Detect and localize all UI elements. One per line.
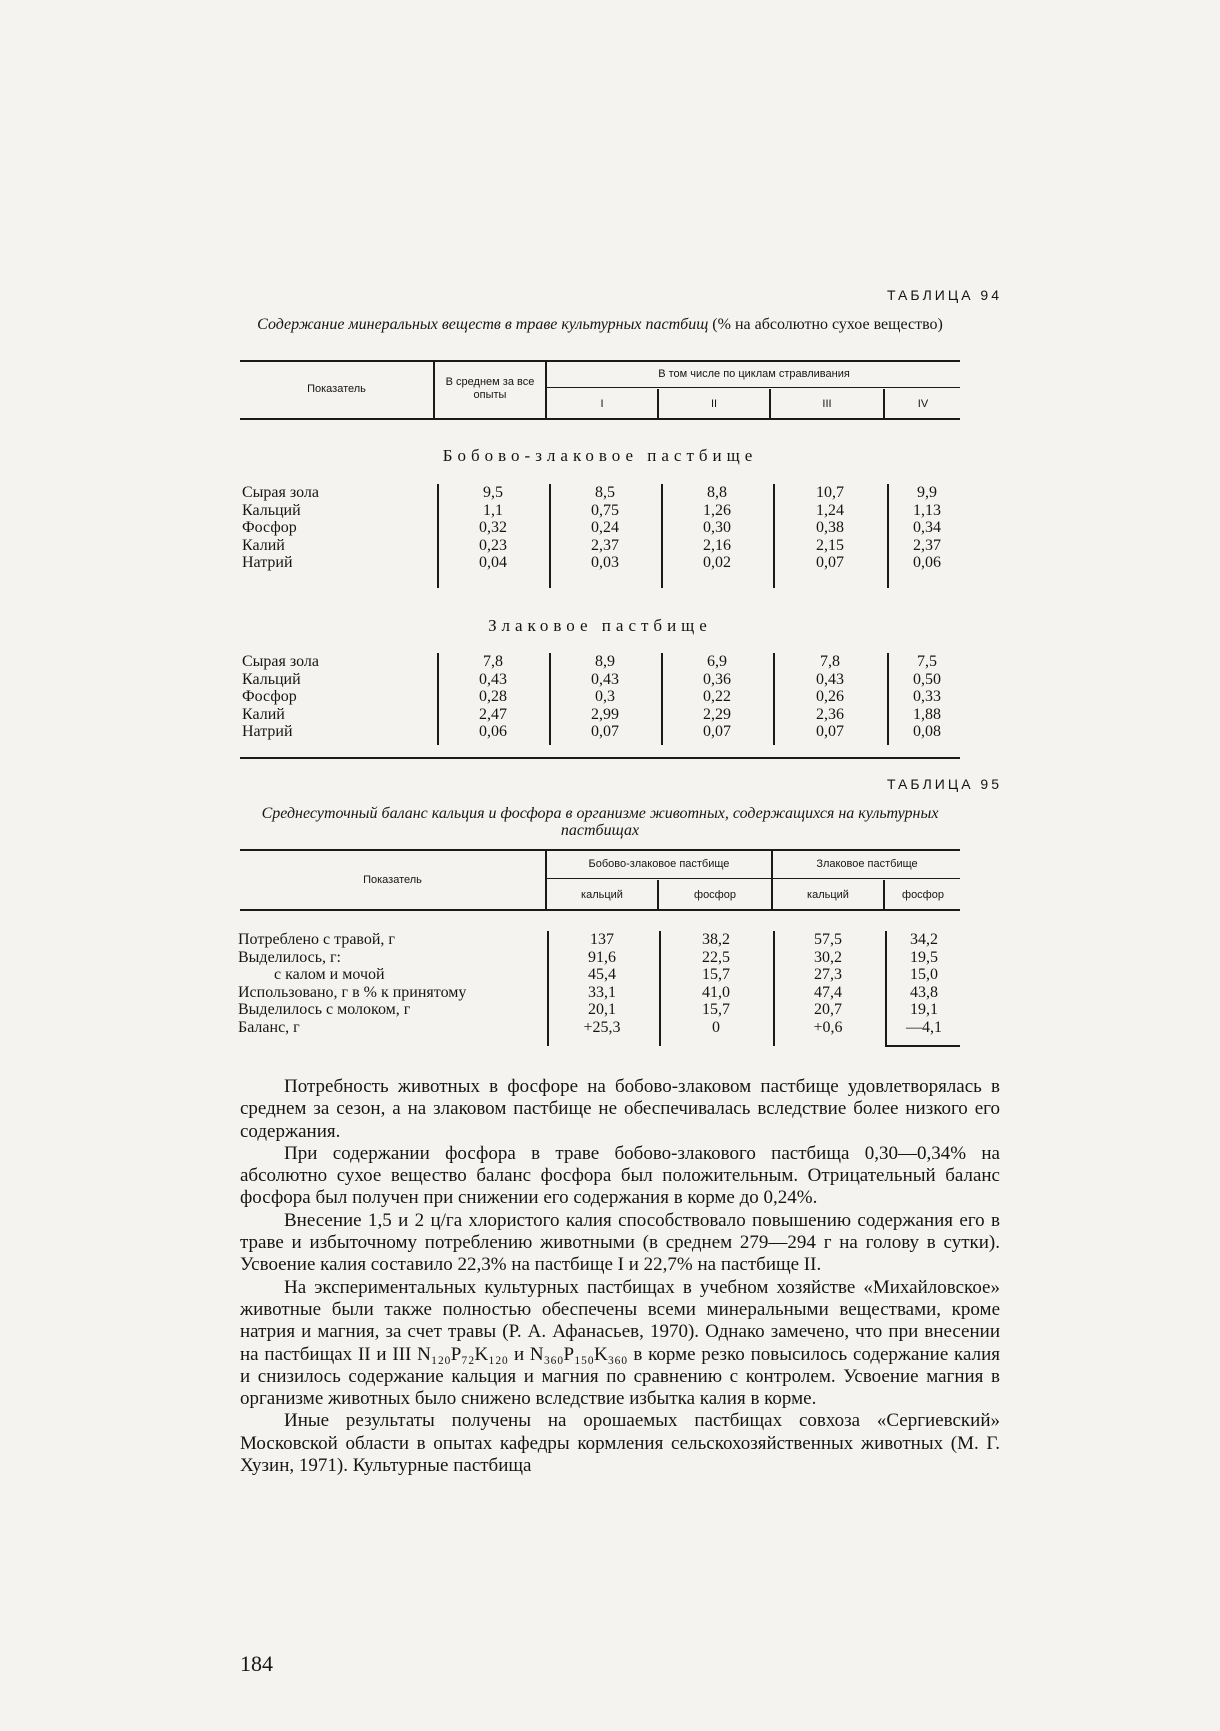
table-cell: 22,5 [702, 948, 730, 966]
table-cell: 0,06 [913, 554, 941, 571]
table-94-header-cycle-4: IV [917, 398, 929, 410]
table-95-row-label: Использовано, г в % к принятому [238, 983, 467, 1001]
table-cell: 43,8 [910, 983, 938, 1001]
table-95-row-label: Выделилось, г: [238, 948, 341, 966]
section-1-cycle-2-column [669, 484, 765, 572]
table-94-top-rule [240, 360, 960, 362]
table-95-col-calcium-1 [552, 931, 652, 1036]
table-cell: 0 [712, 1018, 720, 1036]
section-2-average-column [445, 653, 541, 741]
table-cell: 57,5 [814, 931, 842, 948]
table-cell: 0,50 [913, 670, 941, 688]
section-2-label: Натрий [242, 723, 293, 740]
table-95-row-label: Выделилось с молоком, г [238, 1001, 411, 1018]
table-cell: 7,8 [483, 653, 503, 670]
table-cell: 10,7 [816, 484, 844, 501]
table-cell: 0,75 [591, 501, 619, 519]
table-cell: 15,0 [910, 966, 938, 983]
table-cell: 0,38 [816, 519, 844, 536]
table-cell: 33,1 [588, 983, 616, 1001]
table-95-labels [238, 931, 466, 1036]
section-1-cycle-3-column [781, 484, 879, 572]
table-cell: 19,1 [910, 1001, 938, 1018]
table-94-header-indicator: Показатель [307, 383, 366, 395]
section-1-labels [242, 484, 319, 572]
table-cell: 2,47 [479, 705, 507, 723]
table-cell: 0,36 [703, 670, 731, 688]
page-number: 184 [240, 1651, 273, 1676]
table-95-row-label: Баланс, г [238, 1018, 300, 1036]
section-2-label: Сырая зола [242, 653, 319, 670]
table-cell: 20,7 [814, 1001, 842, 1018]
table-95-header-divider [657, 880, 659, 909]
section-1-cycle-1-column [557, 484, 653, 572]
table-cell: 0,43 [591, 670, 619, 688]
paragraph: Иные результаты получены на орошаемых пастбищах совхоза «Сергиевский» Московской области в опытах кафедры кормления сельскохозяйственных животных (М. Г. Хузин, 1971). Культурные пастбища [240, 1410, 1000, 1477]
table-cell: 2,29 [703, 705, 731, 723]
section-2-labels [242, 653, 319, 741]
table-cell: 2,99 [591, 705, 619, 723]
table-94-header-cycle-1: I [600, 398, 604, 410]
table-cell: 2,37 [913, 536, 941, 554]
section-2-cycle-3-column [781, 653, 879, 741]
table-cell: 41,0 [702, 983, 730, 1001]
table-cell: 2,16 [703, 536, 731, 554]
table-95-col-phosphorus-1 [664, 931, 768, 1036]
table-cell: 0,02 [703, 554, 731, 571]
table-cell: 1,88 [913, 705, 941, 723]
table-cell: 6,9 [707, 653, 727, 670]
table-cell: 0,24 [591, 519, 619, 536]
table-94-column-divider [437, 484, 439, 588]
table-94-header-cycle-3: III [822, 398, 832, 410]
table-cell: 7,8 [820, 653, 840, 670]
table-94-header-divider [433, 362, 435, 418]
paragraph: На экспериментальных культурных пастбищах в учебном хозяйстве «Михайловское» животные были также полностью обеспечены всеми минеральными веществами, кроме натрия и магния, за счет травы (Р. А. Афанасьев, 1970). Однако замечено, что при внесении на пастбищах II и III N₁₂₀P₇₂K₁₂₀ и N₃₆₀P₁₅₀K₃₆₀ в корме резко повысилось содержание калия и снизилось содержание кальция и магния по сравнению с контролем. Усвоение магния в организме животных было снижено вследствие избытка калия в корме. [240, 1276, 1000, 1410]
table-94-column-divider [773, 653, 775, 745]
table-cell: 47,4 [814, 983, 842, 1001]
table-cell: 30,2 [814, 948, 842, 966]
section-2-cycle-4-column [895, 653, 959, 741]
table-cell: 137 [590, 931, 614, 948]
table-95-header-calcium-2: кальций [807, 889, 849, 901]
table-cell: 0,28 [479, 688, 507, 705]
table-cell: 0,3 [595, 688, 615, 705]
section-1-label: Калий [242, 536, 285, 554]
table-95-header-divider [883, 880, 885, 909]
table-95-row-label: с калом и мочой [274, 966, 385, 983]
table-95-col-phosphorus-2 [890, 931, 958, 1036]
table-94-bottom-rule [240, 757, 960, 759]
table-95-column-divider [659, 931, 661, 1046]
table-cell: +0,6 [813, 1018, 843, 1036]
table-95-col-calcium-2 [778, 931, 878, 1036]
table-94-column-divider [887, 484, 889, 588]
section-2-label: Калий [242, 705, 285, 723]
table-95-header-divider [545, 851, 547, 909]
table-94-caption-units: (% на абсолютно сухое вещество) [712, 316, 943, 333]
table-cell: 0,26 [816, 688, 844, 705]
table-cell: 20,1 [588, 1001, 616, 1018]
table-94-column-divider [773, 484, 775, 588]
table-cell: 15,7 [702, 966, 730, 983]
table-95-caption: Среднесуточный баланс кальция и фосфора в организме животных, содержащихся на культурных пастбищах [261, 805, 939, 839]
table-95-column-divider [547, 931, 549, 1046]
table-cell: 2,37 [591, 536, 619, 554]
table-95-header-bottom-rule [240, 909, 960, 911]
section-1-label: Кальций [242, 501, 301, 519]
section-1-label: Натрий [242, 554, 293, 571]
table-95-header-grass: Злаковое пастбище [816, 858, 918, 870]
table-cell: 0,43 [816, 670, 844, 688]
body-text [240, 1076, 1000, 1477]
table-95-row-label: Потреблено с травой, г [238, 931, 395, 948]
table-95-header-indicator: Показатель [363, 874, 422, 886]
table-cell: 0,07 [816, 723, 844, 740]
section-2-cycle-1-column [557, 653, 653, 741]
table-cell: 2,15 [816, 536, 844, 554]
table-94-caption-main: Содержание минеральных веществ в траве культурных пастбищ [257, 316, 709, 333]
table-cell: 0,06 [479, 723, 507, 740]
table-cell: 0,04 [479, 554, 507, 571]
table-cell: 8,5 [595, 484, 615, 501]
table-94-column-divider [661, 653, 663, 745]
table-cell: 0,23 [479, 536, 507, 554]
table-cell: 0,32 [479, 519, 507, 536]
table-95-header-legume-grass: Бобово-злаковое пастбище [588, 858, 730, 870]
table-cell: 45,4 [588, 966, 616, 983]
table-95-bottom-rule [885, 1045, 960, 1047]
section-1-label: Сырая зола [242, 484, 319, 501]
table-cell: 0,07 [591, 723, 619, 740]
table-cell: 38,2 [702, 931, 730, 948]
section-title-grass: Злаковое пастбище [488, 616, 712, 635]
table-94-header-divider [883, 389, 885, 418]
table-95-label: ТАБЛИЦА 95 [886, 776, 1002, 792]
paragraph: Потребность животных в фосфоре на бобово-злаковом пастбище удовлетворялась в среднем за сезон, а на злаковом пастбище не обеспечивалась вследствие более низкого его содержания. [240, 1076, 1000, 1142]
section-title-legume-grass: Бобово-злаковое пастбище [442, 446, 758, 465]
table-95-column-divider [885, 931, 887, 1046]
table-95-top-rule [240, 849, 960, 851]
table-cell: 0,30 [703, 519, 731, 536]
table-cell: 1,26 [703, 501, 731, 519]
section-2-cycle-2-column [669, 653, 765, 741]
table-cell: 0,33 [913, 688, 941, 705]
table-cell: 1,13 [913, 501, 941, 519]
table-94-column-divider [661, 484, 663, 588]
section-2-label: Кальций [242, 670, 301, 688]
table-95-column-divider [773, 931, 775, 1046]
table-cell: —4,1 [906, 1018, 942, 1036]
table-94-header-divider [657, 389, 659, 418]
table-94-header-cycles: В том числе по циклам стравливания [658, 368, 850, 380]
table-95-header-calcium-1: кальций [581, 889, 623, 901]
table-cell: 8,9 [595, 653, 615, 670]
table-95-header-split-rule [545, 878, 960, 879]
section-2-label: Фосфор [242, 688, 297, 705]
table-94-caption [240, 316, 960, 333]
table-cell: 0,34 [913, 519, 941, 536]
table-cell: 1,1 [483, 501, 503, 519]
section-1-average-column [445, 484, 541, 572]
table-94-column-divider [437, 653, 439, 745]
table-cell: +25,3 [583, 1018, 621, 1036]
table-94-column-divider [549, 484, 551, 588]
table-95-header-phosphorus-2: фосфор [902, 889, 944, 901]
paragraph: Внесение 1,5 и 2 ц/га хлористого калия способствовало повышению содержания его в траве и избыточному потреблению животными (в среднем 279—294 г на голову в сутки). Усвоение калия составило 22,3% на пастбище I и 22,7% на пастбище II. [240, 1209, 1000, 1276]
table-cell: 9,5 [483, 484, 503, 501]
section-1-cycle-4-column [895, 484, 959, 572]
table-95-header-phosphorus-1: фосфор [694, 889, 736, 901]
table-cell: 27,3 [814, 966, 842, 983]
table-cell: 0,43 [479, 670, 507, 688]
table-94-label: ТАБЛИЦА 94 [886, 287, 1002, 303]
table-95-header-divider [771, 851, 773, 909]
table-cell: 34,2 [910, 931, 938, 948]
table-cell: 0,22 [703, 688, 731, 705]
table-cell: 8,8 [707, 484, 727, 501]
table-cell: 0,07 [703, 723, 731, 740]
table-cell: 9,9 [917, 484, 937, 501]
table-cell: 2,36 [816, 705, 844, 723]
table-cell: 91,6 [588, 948, 616, 966]
section-1-label: Фосфор [242, 519, 297, 536]
table-cell: 15,7 [702, 1001, 730, 1018]
table-94-header-bottom-rule [240, 418, 960, 420]
table-cell: 7,5 [917, 653, 937, 670]
table-cell: 0,03 [591, 554, 619, 571]
table-cell: 19,5 [910, 948, 938, 966]
table-94-column-divider [887, 653, 889, 745]
paragraph: При содержании фосфора в траве бобово-злакового пастбища 0,30—0,34% на абсолютно сухое вещество баланс фосфора был положительным. Отрицательный баланс фосфора был получен при снижении его содержания в корме до 0,24%. [240, 1142, 1000, 1209]
table-cell: 0,07 [816, 554, 844, 571]
table-94-header-average: В среднем за все опыты [445, 376, 535, 401]
table-94-header-divider [769, 389, 771, 418]
table-94-column-divider [549, 653, 551, 745]
table-94-header-divider [545, 362, 547, 418]
table-94-header-cycle-2: II [710, 398, 718, 410]
table-cell: 0,08 [913, 723, 941, 740]
table-94-header-split-rule [545, 387, 960, 388]
table-cell: 1,24 [816, 501, 844, 519]
